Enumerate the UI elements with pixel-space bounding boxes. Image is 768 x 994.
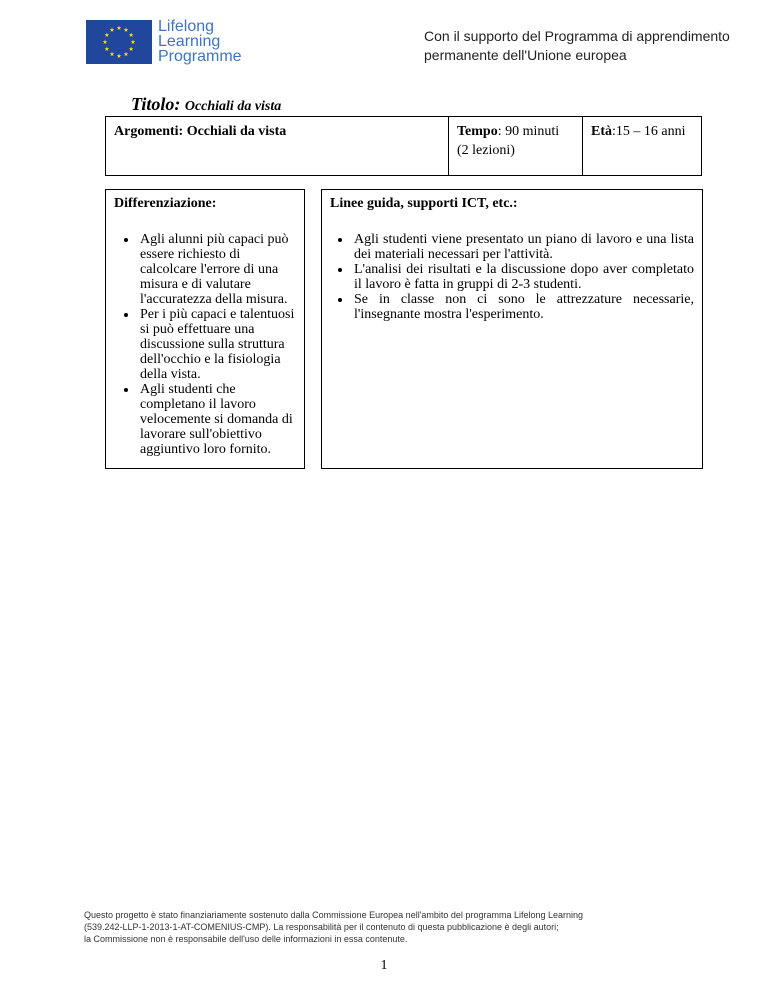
argomenti-label: Argomenti: Occhiali da vista: [114, 124, 287, 139]
differenziazione-list: [116, 232, 296, 457]
flag-star: [117, 54, 122, 58]
flag-star: [110, 52, 115, 56]
funding-disclaimer: [84, 909, 583, 945]
logo-text: [158, 19, 242, 64]
flag-star: [124, 27, 129, 31]
footer-line: la Commissione non è responsabile dell'uso delle informazioni in essa contenute.: [84, 934, 408, 944]
flag-star: [110, 27, 115, 31]
eta-value: :15 – 16 anni: [612, 124, 686, 139]
list-item: • L'analisi dei risultati e la discussione dopo aver completato il lavoro è fatta in gruppi di 2-3 studenti.: [352, 262, 694, 292]
list-item: • Agli studenti che completano il lavoro velocemente si domanda di lavorare sull'obiettivo aggiuntivo loro fornito.: [138, 382, 296, 457]
page-title: [131, 94, 281, 115]
support-line: permanente dell'Unione europea: [424, 47, 627, 63]
footer-line: Questo progetto è stato finanziariamente sostenuto dalla Commissione Europea nell'ambito del programma Lifelong Learning: [84, 910, 584, 920]
eta-label: Età: [591, 124, 612, 139]
tempo-label: Tempo: [457, 124, 498, 139]
tempo-extra: (2 lezioni): [457, 143, 515, 158]
footer-line: (539.242-LLP-1-2013-1-AT-COMENIUS-CMP). La responsabilità per il contenuto di questa pubblicazione è degli autori;: [84, 922, 559, 932]
eu-flag-icon: [86, 20, 152, 64]
list-item: • Per i più capaci e talentuosi si può effettuare una discussione sulla struttura dell'occhio e la fisiologia della vista.: [138, 307, 296, 382]
flag-star: [105, 47, 110, 51]
argomenti-cell: [105, 116, 449, 176]
support-statement: [424, 27, 730, 65]
page-number: 1: [380, 958, 388, 973]
flag-star: [103, 40, 108, 44]
logo-line: Lifelong: [158, 18, 215, 35]
tempo-value: : 90 minuti: [497, 124, 560, 139]
flag-star: [124, 52, 129, 56]
lifelong-learning-logo: [86, 20, 246, 66]
flag-star: [105, 33, 110, 37]
title-label: Titolo:: [131, 94, 181, 114]
flag-star: [129, 33, 134, 37]
eta-cell: [582, 116, 702, 176]
support-line: Con il supporto del Programma di apprendimento: [424, 28, 730, 44]
linee-guida-box: [321, 189, 703, 469]
differenziazione-box: [105, 189, 305, 469]
logo-line: Learning: [158, 33, 221, 50]
list-item: • Se in classe non ci sono le attrezzature necessarie, l'insegnante mostra l'esperimento.: [352, 292, 694, 322]
flag-star: [129, 47, 134, 51]
logo-line: Programme: [158, 48, 242, 65]
list-item: • Agli alunni più capaci può essere richiesto di calcolcare l'errore di una misura e di valutare l'accuratezza della misura.: [138, 232, 296, 307]
linee-guida-list: [330, 232, 694, 322]
title-value: Occhiali da vista: [184, 99, 282, 114]
flag-star: [117, 26, 122, 30]
differenziazione-heading: Differenziazione:: [114, 196, 217, 211]
linee-guida-heading: Linee guida, supporti ICT, etc.:: [330, 196, 518, 211]
tempo-cell: [448, 116, 583, 176]
flag-star: [131, 40, 136, 44]
list-item: • Agli studenti viene presentato un piano di lavoro e una lista dei materiali necessari per l'attività.: [352, 232, 694, 262]
